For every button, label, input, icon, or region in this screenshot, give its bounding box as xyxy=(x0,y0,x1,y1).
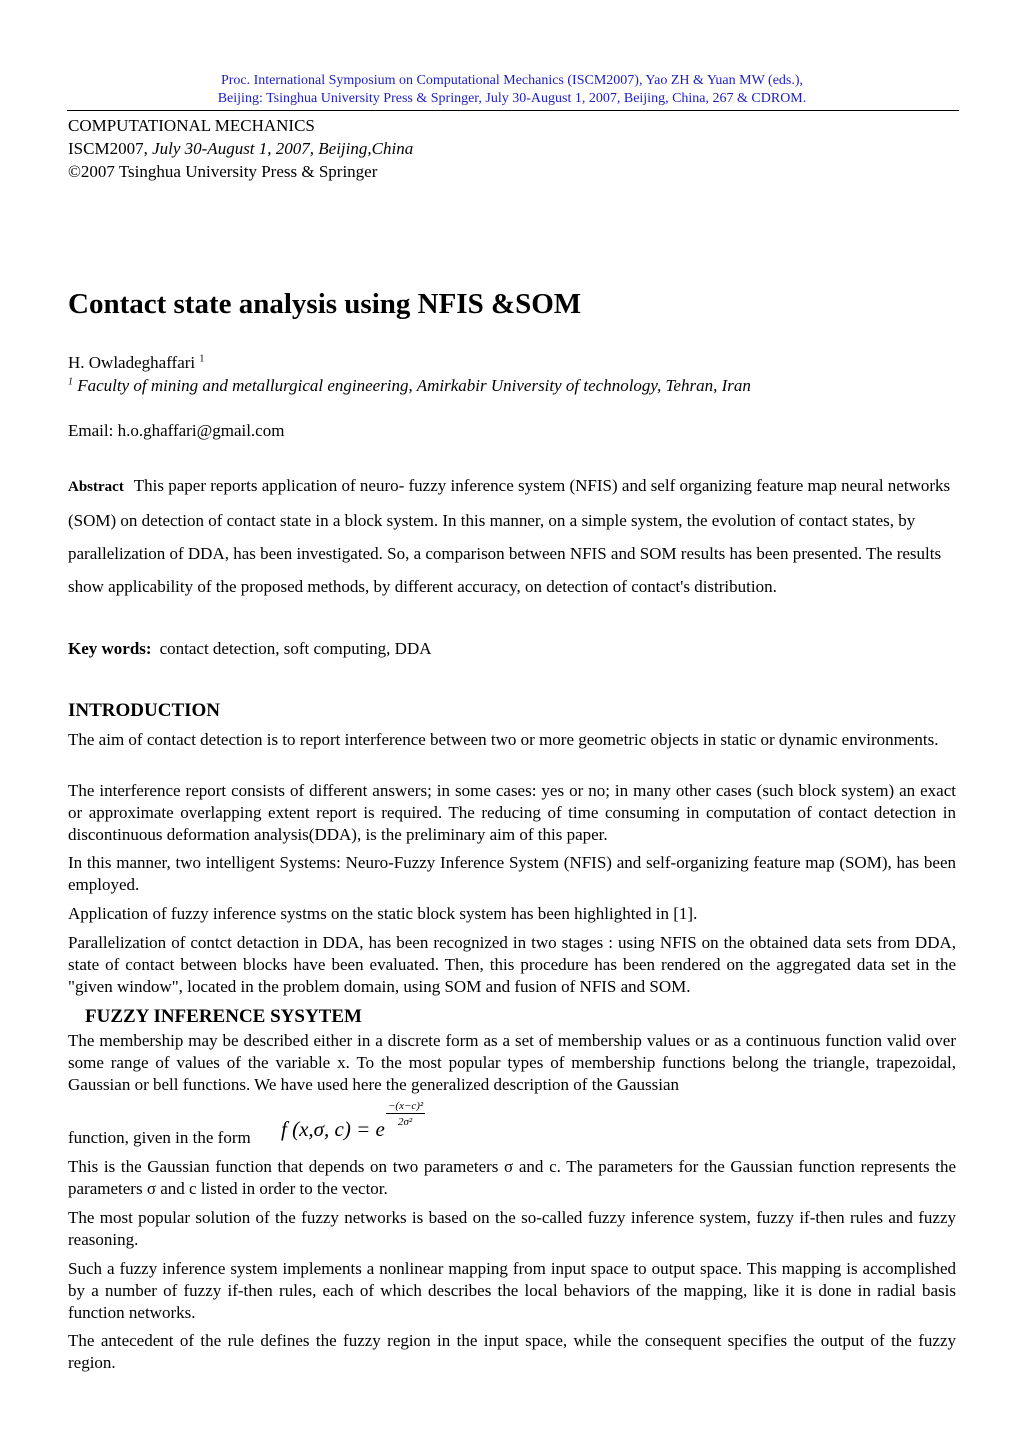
author xyxy=(68,352,204,374)
abstract-text: This paper reports application of neuro- fuzzy inference system (NFIS) and self organizing feature map neural networks (SOM) on detection of contact state in a block system. In this manner, on a simple system, the evolution of contact states, by parallelization of DDA, has been investigated. So, a comparison between NFIS and SOM results has been presented. The results show applicability of the proposed methods, by different accuracy, on detection of contact's distribution. xyxy=(68,476,951,596)
citation-line-2: Beijing: Tsinghua University Press & Springer, July 30-August 1, 2007, Beijing, China, 267 & CDROM. xyxy=(217,91,807,106)
formula-lead-text: function, given in the form xyxy=(68,1128,251,1147)
fuzzy-paragraph: The most popular solution of the fuzzy networks is based on the so-called fuzzy inference system, fuzzy if-then rules and fuzzy reasoning. xyxy=(68,1208,956,1249)
keywords-label: Key words: xyxy=(68,639,152,658)
proceedings-citation xyxy=(0,72,1024,108)
intro-paragraph: Application of fuzzy inference systms on the static block system has been highlighted in [1]. xyxy=(68,904,698,923)
venue-date-location: July 30-August 1, 2007, Beijing,China xyxy=(152,139,414,158)
header-divider xyxy=(67,110,959,111)
gaussian-formula-line xyxy=(68,1100,668,1150)
author-name: H. Owladeghaffari xyxy=(68,353,196,372)
paper-title: Contact state analysis using NFIS &SOM xyxy=(68,288,582,320)
affiliation xyxy=(68,375,751,397)
citation-line-1: Proc. International Symposium on Computational Mechanics (ISCM2007), Yao ZH & Yuan MW (eds.), xyxy=(220,73,804,88)
venue-conference: ISCM2007, xyxy=(68,139,153,158)
abstract xyxy=(68,469,958,603)
formula-exponent-numerator: −(x−c)² xyxy=(388,1100,424,1112)
intro-paragraph: Parallelization of contct detaction in DDA, has been recognized in two stages : using NFIS on the obtained data sets from DDA, state of contact between blocks have been evaluated. Then, this procedure has been rendered on the aggregated data set in the "given window", located in the problem domain, using SOM and fusion of NFIS and SOM. xyxy=(68,933,956,996)
keywords xyxy=(68,637,432,661)
intro-paragraph: The aim of contact detection is to report interference between two or more geometric objects in static or dynamic environments. xyxy=(68,730,939,749)
formula-exponent-denominator: 2σ² xyxy=(398,1116,413,1128)
keywords-text: contact detection, soft computing, DDA xyxy=(159,639,432,658)
venue-block xyxy=(68,114,413,183)
fuzzy-paragraph: The antecedent of the rule defines the fuzzy region in the input space, while the consequent specifies the output of the fuzzy region. xyxy=(68,1331,956,1372)
section-heading-fuzzy-inference-system: FUZZY INFERENCE SYSYTEM xyxy=(85,1006,362,1027)
affiliation-mark: 1 xyxy=(68,376,73,388)
section-heading-introduction: INTRODUCTION xyxy=(68,700,221,721)
venue-dates xyxy=(68,137,413,160)
author-affiliation-mark: 1 xyxy=(199,353,205,365)
fuzzy-paragraph: The membership may be described either in a discrete form as a set of membership values or as a continuous function valid over some range of values of the variable x. To the most popular types of membership functions belong the triangle, trapezoidal, Gaussian or bell functions. We have used here the generalized description of the Gaussian xyxy=(68,1031,956,1094)
author-email: Email: h.o.ghaffari@gmail.com xyxy=(68,421,285,440)
gaussian-formula: f (x,σ, c) = e xyxy=(281,1117,385,1141)
venue-series: COMPUTATIONAL MECHANICS xyxy=(68,116,315,135)
fuzzy-paragraph: Such a fuzzy inference system implements a nonlinear mapping from input space to output space. This mapping is accomplished by a number of fuzzy if-then rules, each of which describes the local behaviors of the mapping, like it is done in radial basis function networks. xyxy=(68,1259,956,1322)
affiliation-text: Faculty of mining and metallurgical engineering, Amirkabir University of technology, Tehran, Iran xyxy=(77,376,751,395)
venue-copyright: ©2007 Tsinghua University Press & Springer xyxy=(68,162,378,181)
abstract-label: Abstract xyxy=(68,479,124,495)
fuzzy-paragraph: This is the Gaussian function that depends on two parameters σ and c. The parameters for the Gaussian function represents the parameters σ and c listed in order to the vector. xyxy=(68,1157,956,1198)
intro-paragraph: In this manner, two intelligent Systems: Neuro-Fuzzy Inference System (NFIS) and self-organizing feature map (SOM), has been employed. xyxy=(68,853,956,894)
intro-paragraph: The interference report consists of different answers; in some cases: yes or no; in many other cases (such block system) an exact or approximate overlapping extent report is required. The reducing of time consuming in computation of contact detection in discontinuous deformation analysis(DDA), is the preliminary aim of this paper. xyxy=(68,781,956,844)
